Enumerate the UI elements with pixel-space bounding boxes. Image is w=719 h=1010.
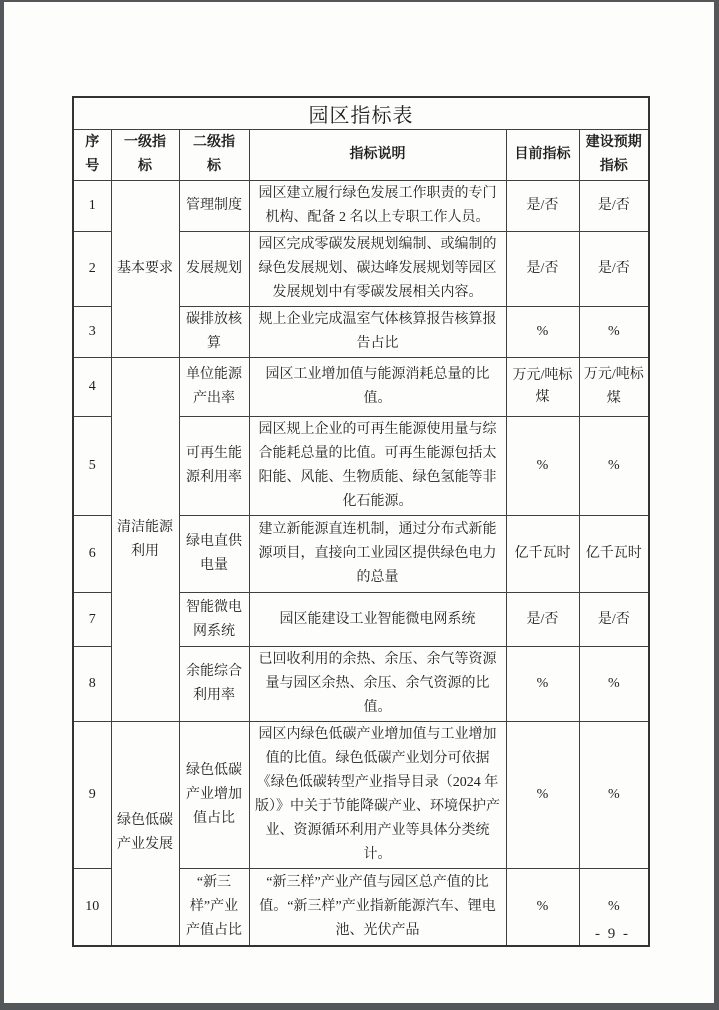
- secondary-indicator: 管理制度: [179, 181, 249, 232]
- secondary-indicator: 绿电直供电量: [179, 516, 249, 593]
- row-number: 3: [73, 307, 111, 358]
- table-row: [73, 722, 649, 869]
- row-number: 6: [73, 516, 111, 593]
- expected-indicator-value: 是/否: [579, 593, 649, 647]
- expected-indicator-value: %: [579, 722, 649, 869]
- current-indicator-value: 是/否: [506, 181, 579, 232]
- secondary-indicator: 余能综合利用率: [179, 647, 249, 722]
- expected-indicator-value: 是/否: [579, 181, 649, 232]
- primary-indicator-group: 基本要求: [111, 181, 179, 358]
- expected-indicator-value: 亿千瓦时: [579, 516, 649, 593]
- document-page: [4, 2, 714, 1003]
- row-number: 8: [73, 647, 111, 722]
- row-number: 10: [73, 869, 111, 946]
- indicator-description: “新三样”产业产值与园区总产值的比值。“新三样”产业指新能源汽车、锂电池、光伏产品: [249, 869, 506, 946]
- column-header-description: 指标说明: [249, 130, 506, 181]
- row-number: 2: [73, 232, 111, 307]
- indicator-description: 园区内绿色低碳产业增加值与工业增加值的比值。绿色低碳产业划分可依据《绿色低碳转型产业指导目录（2024 年版）》中关于节能降碳产业、环境保护产业、资源循环利用产业等具体分类统计。: [249, 722, 506, 869]
- expected-indicator-value: %: [579, 417, 649, 516]
- row-number: 7: [73, 593, 111, 647]
- indicator-description: 已回收利用的余热、余压、余气等资源量与园区余热、余压、余气资源的比值。: [249, 647, 506, 722]
- table-row: [73, 181, 649, 232]
- primary-indicator-group: 绿色低碳产业发展: [111, 722, 179, 946]
- indicator-description: 园区规上企业的可再生能源使用量与综合能耗总量的比值。可再生能源包括太阳能、风能、生物质能、绿色氢能等非化石能源。: [249, 417, 506, 516]
- secondary-indicator: 智能微电网系统: [179, 593, 249, 647]
- page-number: - 9 -: [595, 926, 630, 942]
- indicator-description: 园区建立履行绿色发展工作职责的专门机构、配备 2 名以上专职工作人员。: [249, 181, 506, 232]
- column-header-secondary: 二级指标: [179, 130, 249, 181]
- current-indicator-value: 是/否: [506, 232, 579, 307]
- park-indicator-table: [72, 96, 650, 947]
- current-indicator-value: 是/否: [506, 593, 579, 647]
- indicator-description: 园区工业增加值与能源消耗总量的比值。: [249, 358, 506, 417]
- expected-indicator-value: %: [579, 869, 649, 946]
- current-indicator-value: 万元/吨标煤: [506, 358, 579, 417]
- table-row: [73, 358, 649, 417]
- current-indicator-value: %: [506, 307, 579, 358]
- secondary-indicator: 单位能源产出率: [179, 358, 249, 417]
- expected-indicator-value: %: [579, 307, 649, 358]
- secondary-indicator: 碳排放核算: [179, 307, 249, 358]
- table-title-row: [73, 97, 649, 130]
- current-indicator-value: %: [506, 869, 579, 946]
- column-header-expected: 建设预期指标: [579, 130, 649, 181]
- indicator-description: 园区能建设工业智能微电网系统: [249, 593, 506, 647]
- indicator-description: 建立新能源直连机制，通过分布式新能源项目，直接向工业园区提供绿色电力的总量: [249, 516, 506, 593]
- current-indicator-value: %: [506, 417, 579, 516]
- column-header-primary: 一级指标: [111, 130, 179, 181]
- current-indicator-value: %: [506, 722, 579, 869]
- row-number: 4: [73, 358, 111, 417]
- secondary-indicator: 发展规划: [179, 232, 249, 307]
- primary-indicator-group: 清洁能源利用: [111, 358, 179, 722]
- row-number: 5: [73, 417, 111, 516]
- expected-indicator-value: %: [579, 647, 649, 722]
- current-indicator-value: %: [506, 647, 579, 722]
- current-indicator-value: 亿千瓦时: [506, 516, 579, 593]
- column-header-no: 序号: [73, 130, 111, 181]
- table-header-row: [73, 130, 649, 181]
- row-number: 9: [73, 722, 111, 869]
- column-header-current: 目前指标: [506, 130, 579, 181]
- secondary-indicator: 绿色低碳产业增加值占比: [179, 722, 249, 869]
- expected-indicator-value: 是/否: [579, 232, 649, 307]
- secondary-indicator: 可再生能源利用率: [179, 417, 249, 516]
- row-number: 1: [73, 181, 111, 232]
- indicator-description: 规上企业完成温室气体核算报告核算报告占比: [249, 307, 506, 358]
- secondary-indicator: “新三样”产业产值占比: [179, 869, 249, 946]
- table-title: 园区指标表: [73, 97, 649, 130]
- indicator-description: 园区完成零碳发展规划编制、或编制的绿色发展规划、碳达峰发展规划等园区发展规划中有零碳发展相关内容。: [249, 232, 506, 307]
- expected-indicator-value: 万元/吨标煤: [579, 358, 649, 417]
